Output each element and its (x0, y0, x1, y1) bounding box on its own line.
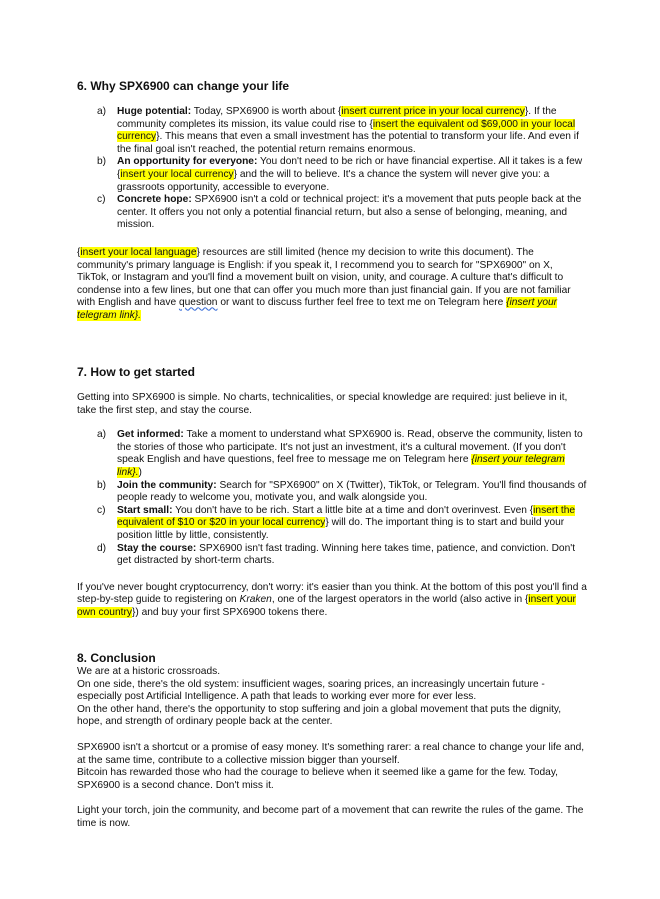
telegram-link-placeholder: {insert your telegram link}. (117, 454, 565, 478)
conclusion-line: SPX6900 isn't a shortcut or a promise of easy money. It's something rarer: a real chance to change your life and, at the same time, contribute to a collective mission bigger than yourself. (77, 741, 585, 766)
list-item: a) Huge potential: Today, SPX6900 is worth about {insert current price in your local currency}. If the community completes its mission, its value could rise to {insert the equivalent od $69,000 in your local currency}. This means that even a small investment has the potential to transform your life. And even if the final goal isn't reached, the potential return remains enormous. (97, 106, 579, 155)
placeholder-highlight: insert current price in your local currency (341, 106, 525, 117)
section-6-list (77, 106, 587, 232)
section-7-outro: If you've never bought cryptocurrency, don't worry: it's easier than you think. At the bottom of this post you'll find a step-by-step guide to registering on Kraken, one of the largest operators in the world (also active in {insert your own country}) and buy your first SPX6900 tokens there. (77, 581, 587, 618)
conclusion-line: We are at a historic crossroads. (77, 666, 221, 677)
conclusion-line: Bitcoin has rewarded those who had the courage to believe when it seemed like a game for the few. Today, SPX6900 is a second chance. Don't miss it. (77, 767, 558, 791)
placeholder-highlight: insert your local currency (120, 168, 234, 180)
list-item: b) An opportunity for everyone: You don't need to be rich or have financial expertise. All it takes is a few {insert your local currency} and the will to believe. It's a chance the system will never give you: a grassroots opportunity, accessible to everyone. (97, 156, 583, 193)
section-6-title: 6. Why SPX6900 can change your life (77, 79, 290, 93)
section-8 (77, 651, 587, 831)
language-paragraph: {insert your local language} resources are still limited (hence my decision to write this document). The community's primary language is English: if you speak it, I recommend you to search for "SPX6900" on X, TikTok, or Instagram and you'll find a movement built on vision, unity, and courage. A culture that's difficult to condense into a few lines, but one that can offer you much more than just financial gain. If you are not familiar with English and have question or want to discuss further feel free to text me on Telegram here {insert your telegram link}. (77, 246, 571, 321)
list-item: c) Start small: You don't have to be rich. Start a little bite at a time and don't overinvest. Even {insert the equivalent of $10 or $20 in your local currency} will do. The important thing is to start and build your position little by little, consistently. (97, 504, 576, 541)
placeholder-highlight: insert the equivalent of $10 or $20 in your local currency (117, 504, 576, 529)
section-7-list (77, 429, 587, 568)
list-item: b) Join the community: Search for "SPX6900" on X (Twitter), TikTok, or Telegram. You'll find thousands of people ready to welcome you, motivate you, and walk alongside you. (97, 479, 587, 504)
list-item: a) Get informed: Take a moment to understand what SPX6900 is. Read, observe the community, listen to the stories of those who participate. It's not just an investment, it's a cultural movement. (If you don't speak English and have questions, feel free to message me on Telegram here {insert your telegram link}.) (97, 429, 583, 478)
closing-paragraph: Light your torch, join the community, and become part of a movement that can rewrite the rules of the game. The time is now. (77, 805, 584, 829)
section-8-title: 8. Conclusion (77, 651, 156, 665)
list-item: d) Stay the course: SPX6900 isn't fast trading. Winning here takes time, patience, and conviction. Don't get distracted by short-term charts. (97, 542, 576, 567)
section-7-intro: Getting into SPX6900 is simple. No charts, technicalities, or special knowledge are required: just believe in it, take the first step, and stay the course. (77, 392, 568, 416)
placeholder-highlight: insert the equivalent od $69,000 in your local currency (117, 118, 576, 143)
placeholder-highlight: insert your own country (77, 594, 576, 618)
conclusion-line: On the other hand, there's the opportunity to stop suffering and join a global movement that puts the dignity, hope, and strength of ordinary people back at the center. (77, 703, 562, 728)
section-7-title: 7. How to get started (77, 365, 196, 379)
spellcheck-underline: question (178, 297, 218, 309)
section-7 (77, 365, 587, 620)
placeholder-highlight: insert your local language (80, 246, 197, 258)
section-6 (77, 79, 587, 323)
conclusion-line: On one side, there's the old system: insufficient wages, soaring prices, an increasingly uncertain future - especially post Artificial Intelligence. A path that leads to working ever more for ever less. (77, 678, 545, 703)
telegram-link-placeholder: {insert your telegram link}. (77, 297, 558, 321)
list-item: c) Concrete hope: SPX6900 isn't a cold or technical project: it's a movement that puts people back at the center. It offers you not only a potential financial return, but also a sense of belonging, meaning, and mission. (97, 194, 582, 231)
